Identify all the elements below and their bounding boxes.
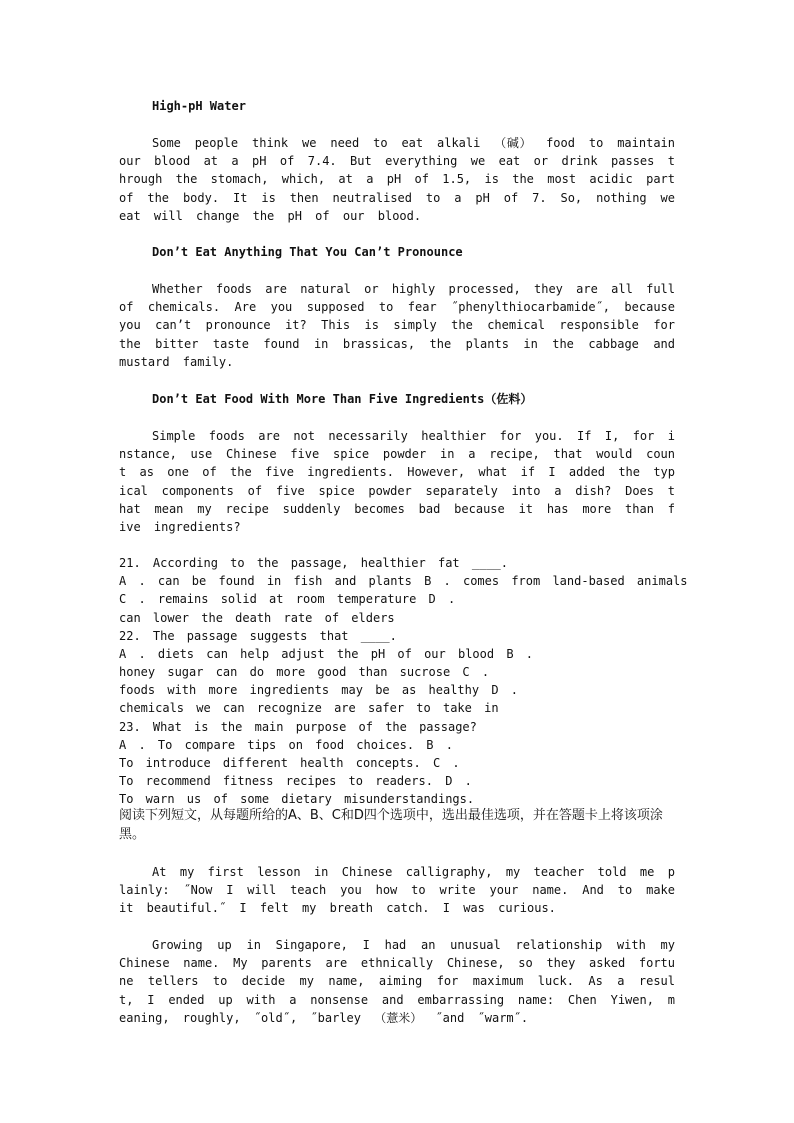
section-heading: High-pH Water	[152, 99, 246, 113]
passage-paragraph	[119, 936, 675, 1027]
paragraph-text: Simple foods are not necessarily healthier for you. If I, for instance, use Chinese five spice powder in a recipe, that would count as one of the five ingredients. However, what if I added the typical components of five spice powder separately into a dish? Does that mean my recipe suddenly becomes bad because it has more than five ingredients?	[119, 429, 675, 535]
section-paragraph	[119, 280, 675, 371]
section-paragraph	[119, 427, 675, 536]
paragraph-text: At my first lesson in Chinese calligraphy, my teacher told me plainly: ˝Now I will teach you how to write your name. And to make it beautiful.˝ I felt my breath catch. I was curious.	[119, 865, 675, 916]
section-paragraph	[119, 134, 675, 225]
question-line: 22. The passage suggests that ____.	[119, 629, 397, 643]
passage-paragraph	[119, 863, 675, 918]
reading-instruction: 阅读下列短文，从每题所给的A、B、C和D四个选项中，选出最佳选项，并在答题卡上将该项涂黑。	[119, 808, 663, 842]
question-option-line: To warn us of some dietary misunderstandings.	[119, 792, 475, 806]
paragraph-text: Some people think we need to eat alkali （碱） food to maintain our blood at a pH of 7.4. But everything we eat or drink passes through the stomach, which, at a pH of 1.5, is the most acidic part of the body. It is then neutralised to a pH of 7. So, nothing we eat will change the pH of our blood.	[119, 136, 675, 223]
section-heading: Don’t Eat Food With More Than Five Ingredients（佐料）	[152, 392, 533, 406]
question-option-line: To recommend fitness recipes to readers. D .	[119, 774, 472, 788]
paragraph-text: Whether foods are natural or highly processed, they are all full of chemicals. Are you supposed to fear ˝phenylthiocarbamide˝, because you can’t pronounce it? This is simply the chemical responsible for the bitter taste found in brassicas, the plants in the cabbage and mustard family.	[119, 282, 675, 369]
question-option-line: chemicals we can recognize are safer to take in	[119, 701, 499, 715]
question-option-line: C . remains solid at room temperature D .	[119, 592, 456, 606]
paragraph-text: Growing up in Singapore, I had an unusual relationship with my Chinese name. My parents are ethnically Chinese, so they asked fortune tellers to decide my name, aiming for maximum luck. As a result, I ended up with a nonsense and embarrassing name: Chen Yiwen, meaning, roughly, ˝old˝, ˝barley （薏米） ˝and ˝warm˝.	[119, 938, 675, 1025]
section-heading: Don’t Eat Anything That You Can’t Pronounce	[152, 245, 463, 259]
question-option-line: honey sugar can do more good than sucrose C .	[119, 665, 490, 679]
question-option-line: A . can be found in fish and plants B . comes from land-based animals	[119, 574, 688, 588]
question-option-line: A . diets can help adjust the pH of our blood B .	[119, 647, 534, 661]
question-option-line: A . To compare tips on food choices. B .	[119, 738, 453, 752]
question-option-line: can lower the death rate of elders	[119, 611, 395, 625]
question-option-line: To introduce different health concepts. C .	[119, 756, 460, 770]
question-line: 23. What is the main purpose of the passage?	[119, 720, 477, 734]
question-line: 21. According to the passage, healthier fat ____.	[119, 556, 509, 570]
question-option-line: foods with more ingredients may be as healthy D .	[119, 683, 519, 697]
